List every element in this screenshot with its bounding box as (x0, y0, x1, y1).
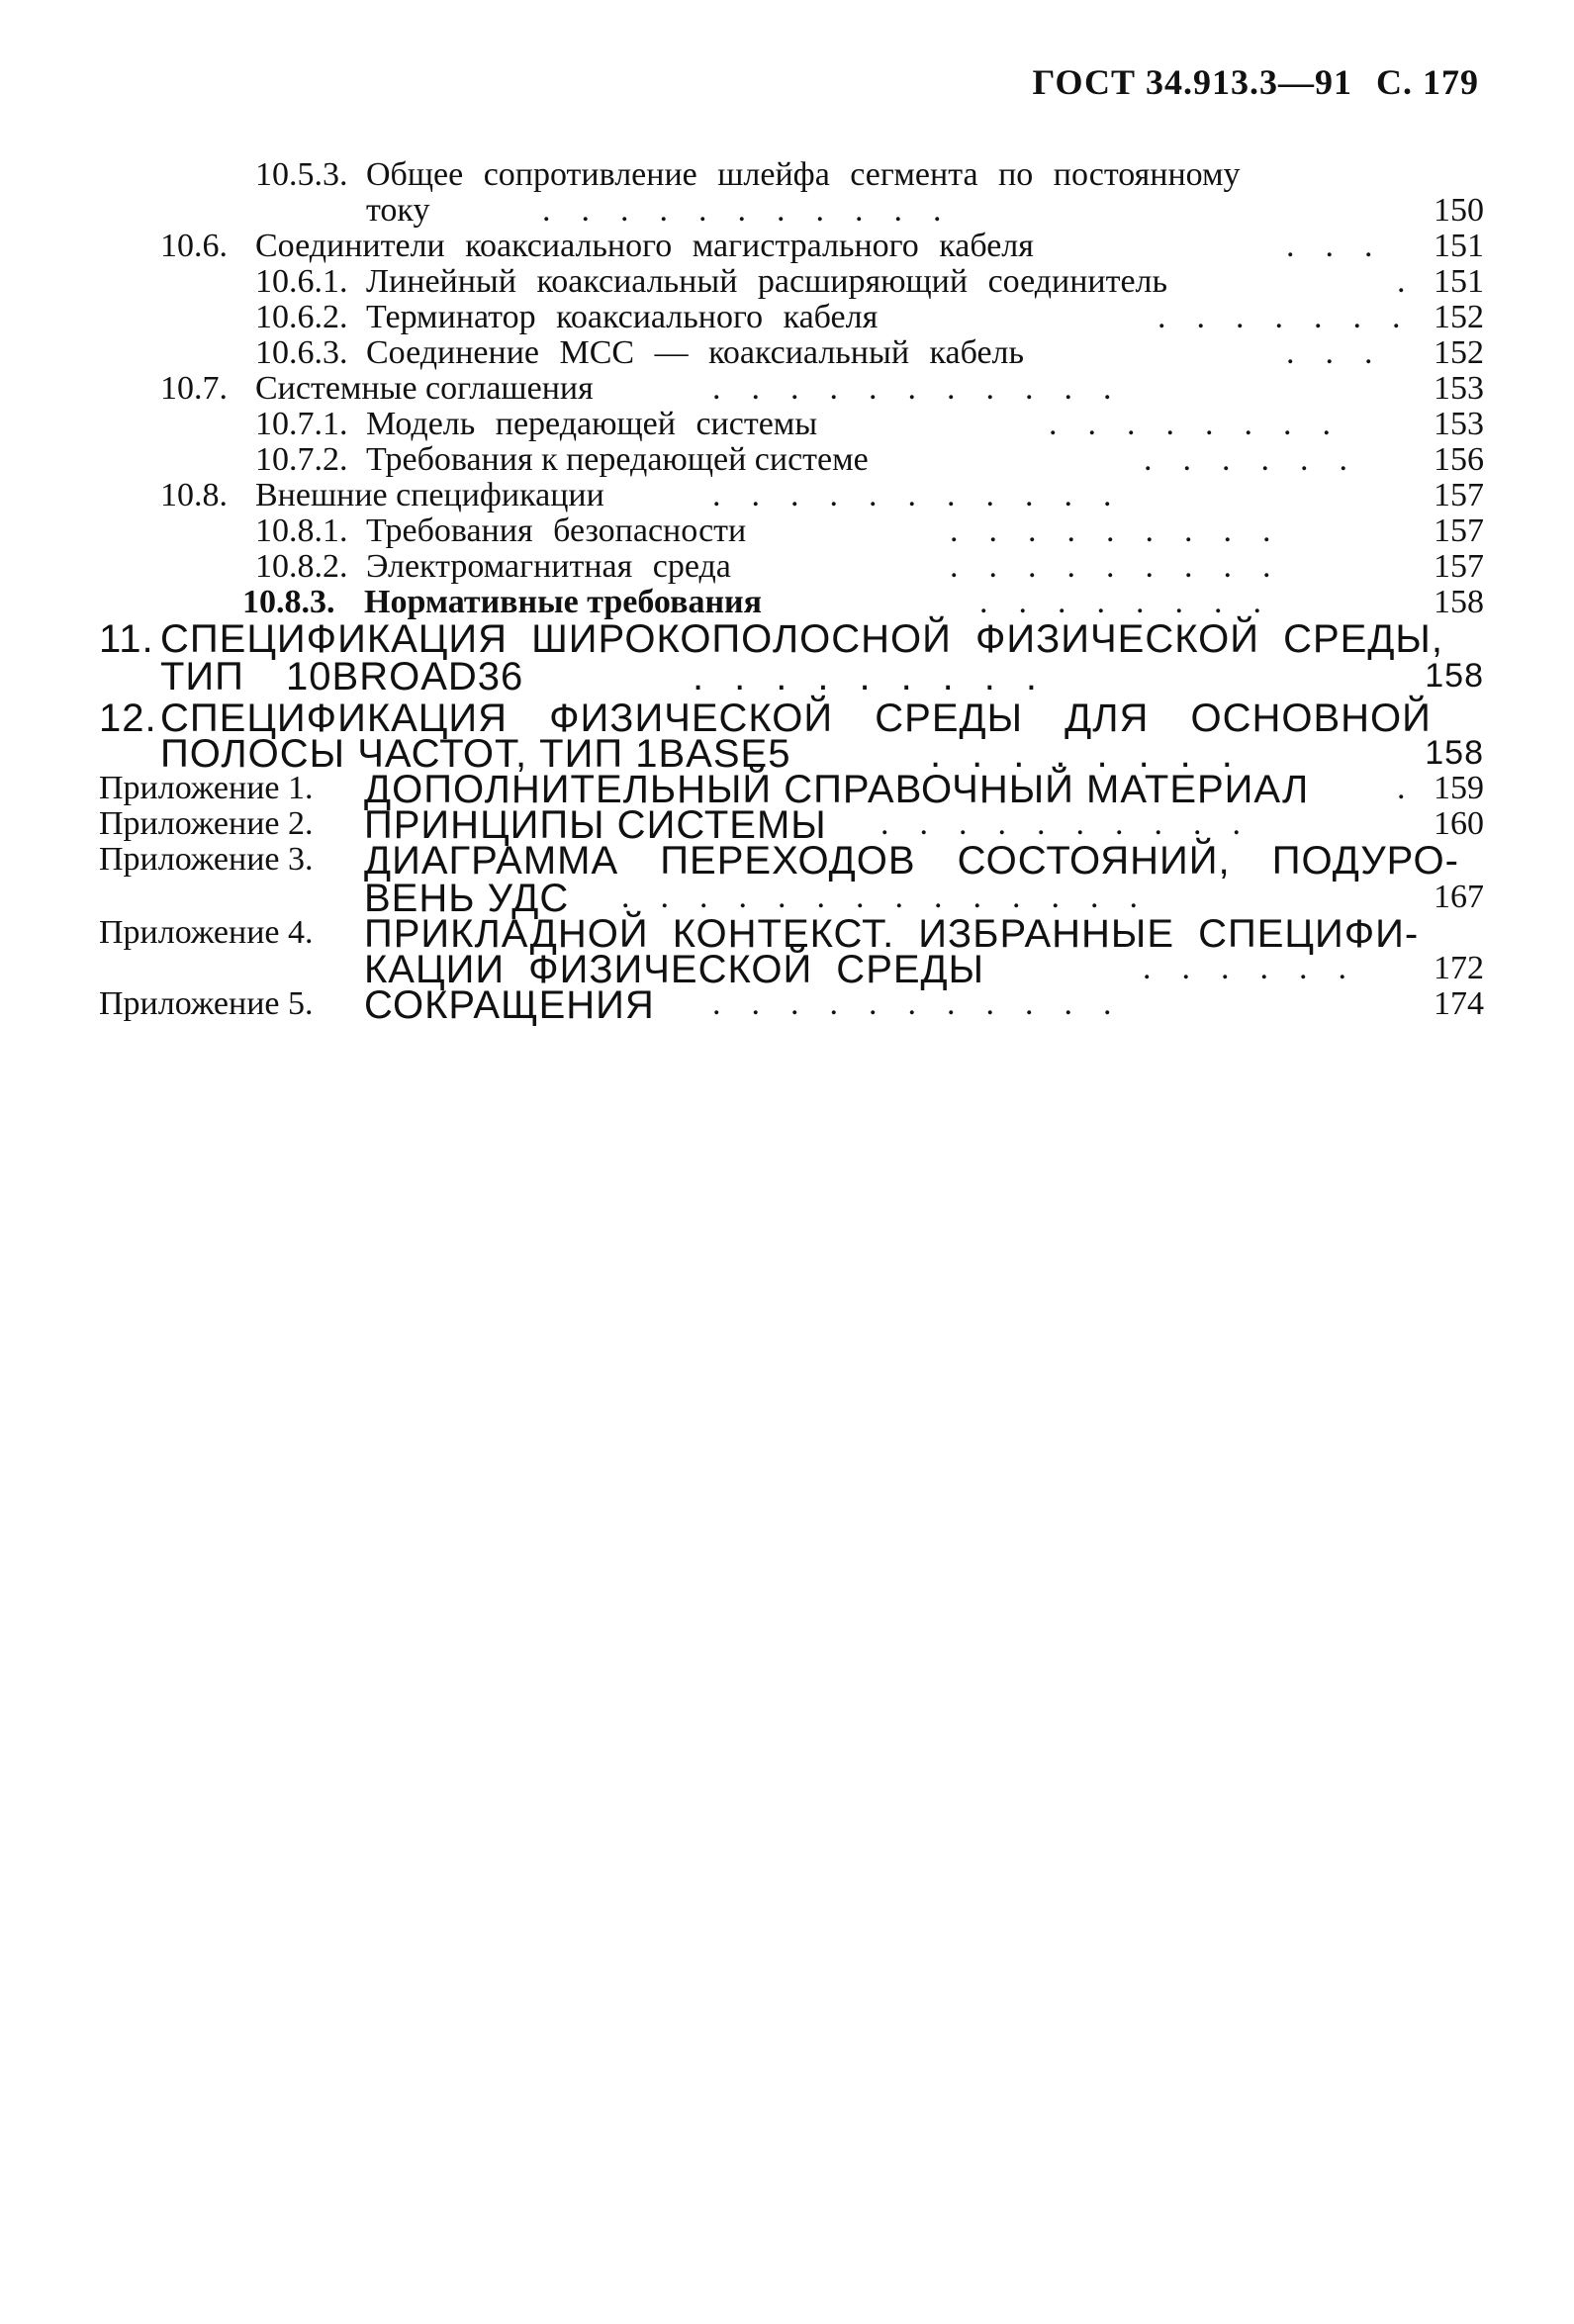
toc-leader-dots: ...... (1144, 441, 1378, 478)
toc-entry-number: 10.6. (160, 228, 228, 264)
toc-entry-number: Приложение 3. (99, 841, 314, 878)
page-header (989, 61, 1479, 103)
standard-number: ГОСТ 34.913.3—91 (1032, 62, 1352, 102)
toc-leader-dots: . (1397, 263, 1436, 300)
toc-entry (99, 334, 1484, 374)
toc-entry-title: Требования безопасности (366, 512, 747, 549)
toc-entry-title: ВЕНЬ УДС (364, 877, 570, 920)
toc-entry (99, 548, 1484, 588)
toc-entry-title: току (366, 192, 430, 229)
toc-entry-title: Соединение МСС — коаксиальный кабель (366, 334, 1025, 371)
toc-entry-page: 152 (1434, 299, 1484, 335)
toc-entry-title: СПЕЦИФИКАЦИЯ ФИЗИЧЕСКОЙ СРЕДЫ ДЛЯ ОСНОВНОЙ (160, 697, 1432, 740)
toc-entry-title: СПЕЦИФИКАЦИЯ ШИРОКОПОЛОСНОЙ ФИЗИЧЕСКОЙ СРЕДЫ, (160, 617, 1443, 661)
toc-entry-page: 158 (1425, 734, 1484, 772)
toc-entry-number: Приложение 1. (99, 770, 314, 806)
toc-entry (99, 263, 1484, 303)
toc-leader-dots: ......... (950, 512, 1302, 549)
toc-entry-page: 158 (1425, 657, 1484, 695)
toc-entry-number: 10.8.1. (255, 512, 348, 549)
toc-entry-page: 153 (1434, 370, 1484, 407)
toc-entry-number: 10.8. (160, 477, 228, 513)
toc-entry-page: 153 (1434, 406, 1484, 442)
toc-entry-page: 160 (1434, 805, 1484, 842)
toc-entry-number: Приложение 4. (99, 914, 314, 951)
toc-entry (99, 841, 1484, 881)
toc-entry-number: Приложение 5. (99, 985, 314, 1022)
toc-leader-dots: ........ (930, 732, 1263, 776)
toc-entry-number: 10.7.1. (255, 406, 348, 442)
toc-entry-number: 10.5.3. (255, 156, 348, 193)
toc-entry-page: 151 (1434, 263, 1484, 300)
toc-entry (99, 985, 1484, 1025)
toc-entry (99, 406, 1484, 445)
toc-entry (99, 156, 1484, 196)
toc-entry-title: ПРИКЛАДНОЙ КОНТЕКСТ. ИЗБРАННЫЕ СПЕЦИФИ- (364, 912, 1420, 956)
toc-entry-title: Терминатор коаксиального кабеля (366, 299, 879, 335)
toc-leader-dots: ....... (1157, 299, 1432, 335)
toc-entry-number: 12. (99, 697, 157, 740)
toc-entry-number: 10.8.3. (242, 584, 335, 620)
toc-entry-title: КАЦИИ ФИЗИЧЕСКОЙ СРЕДЫ (364, 948, 985, 991)
toc-entry-title: СОКРАЩЕНИЯ (364, 983, 655, 1027)
toc-entry-title: Электромагнитная среда (366, 548, 731, 585)
toc-entry (99, 299, 1484, 338)
toc-entry-title: Системные соглашения (255, 370, 594, 407)
toc-leader-dots: ........... (712, 477, 1143, 513)
toc-entry-title: Внешние спецификации (255, 477, 604, 513)
page-number: С. 179 (1376, 62, 1479, 102)
toc-leader-dots: ........ (979, 584, 1292, 620)
toc-leader-dots: ........... (542, 192, 972, 229)
toc-entry (99, 441, 1484, 481)
toc-entry-title: Нормативные требования (364, 584, 763, 620)
toc-entry (99, 192, 1484, 232)
toc-leader-dots: ... (1286, 334, 1404, 371)
toc-entry-page: 172 (1434, 950, 1484, 986)
toc-entry-page: 157 (1434, 477, 1484, 513)
toc-leader-dots: ...... (1143, 950, 1377, 986)
toc-entry (99, 477, 1484, 516)
toc-entry-number: 10.6.3. (255, 334, 348, 371)
toc-entry-page: 159 (1434, 770, 1484, 806)
toc-entry-page: 150 (1434, 192, 1484, 229)
toc-entry-number: Приложение 2. (99, 805, 314, 842)
toc-entry (99, 512, 1484, 552)
toc-entry-title: Линейный коаксиальный расширяющий соединитель (366, 263, 1168, 300)
toc-entry-title: Требования к передающей системе (366, 441, 869, 478)
toc-entry-number: 10.6.1. (255, 263, 348, 300)
toc-entry-number: 10.6.2. (255, 299, 348, 335)
toc-leader-dots: .............. (621, 879, 1168, 915)
toc-entry (99, 950, 1484, 989)
toc-leader-dots: .......... (880, 805, 1271, 842)
toc-entry-title: Модель передающей системы (366, 406, 818, 442)
toc-entry-page: 174 (1434, 985, 1484, 1022)
toc-entry (99, 657, 1484, 697)
toc-entry-page: 158 (1434, 584, 1484, 620)
toc-leader-dots: ......... (693, 655, 1068, 698)
toc-entry (99, 370, 1484, 410)
toc-leader-dots: . (1397, 770, 1436, 806)
toc-leader-dots: ........... (712, 370, 1143, 407)
toc-entry-title: Общее сопротивление шлейфа сегмента по постоянному (366, 156, 1241, 193)
toc-entry (99, 228, 1484, 267)
toc-entry-title: ДОПОЛНИТЕЛЬНЫЙ СПРАВОЧНЫЙ МАТЕРИАЛ (364, 768, 1310, 811)
toc-entry-page: 167 (1434, 879, 1484, 915)
toc-entry-title: ПОЛОСЫ ЧАСТОТ, ТИП 1BASE5 (160, 732, 791, 776)
toc-entry-number: 10.8.2. (255, 548, 348, 585)
toc-leader-dots: ........... (712, 985, 1143, 1022)
toc-entry-page: 156 (1434, 441, 1484, 478)
toc-entry-title: ДИАГРАММА ПЕРЕХОДОВ СОСТОЯНИЙ, ПОДУРО- (364, 839, 1459, 883)
toc-entry-number: 11. (99, 617, 154, 661)
toc-leader-dots: ......... (950, 548, 1302, 585)
toc-entry (99, 619, 1484, 659)
toc-entry-page: 157 (1434, 548, 1484, 585)
toc-entry-page: 152 (1434, 334, 1484, 371)
toc-entry-number: 10.7.2. (255, 441, 348, 478)
toc-entry-title: ПРИНЦИПЫ СИСТЕМЫ (364, 803, 827, 847)
toc-entry-number: 10.7. (160, 370, 228, 407)
toc-leader-dots: ... (1286, 228, 1404, 264)
toc-leader-dots: ........ (1049, 406, 1361, 442)
toc-entry-title: Соединители коаксиального магистрального кабеля (255, 228, 1034, 264)
toc-entry-title: ТИП 10BROAD36 (160, 655, 524, 698)
toc-entry-page: 151 (1434, 228, 1484, 264)
toc-entry-page: 157 (1434, 512, 1484, 549)
